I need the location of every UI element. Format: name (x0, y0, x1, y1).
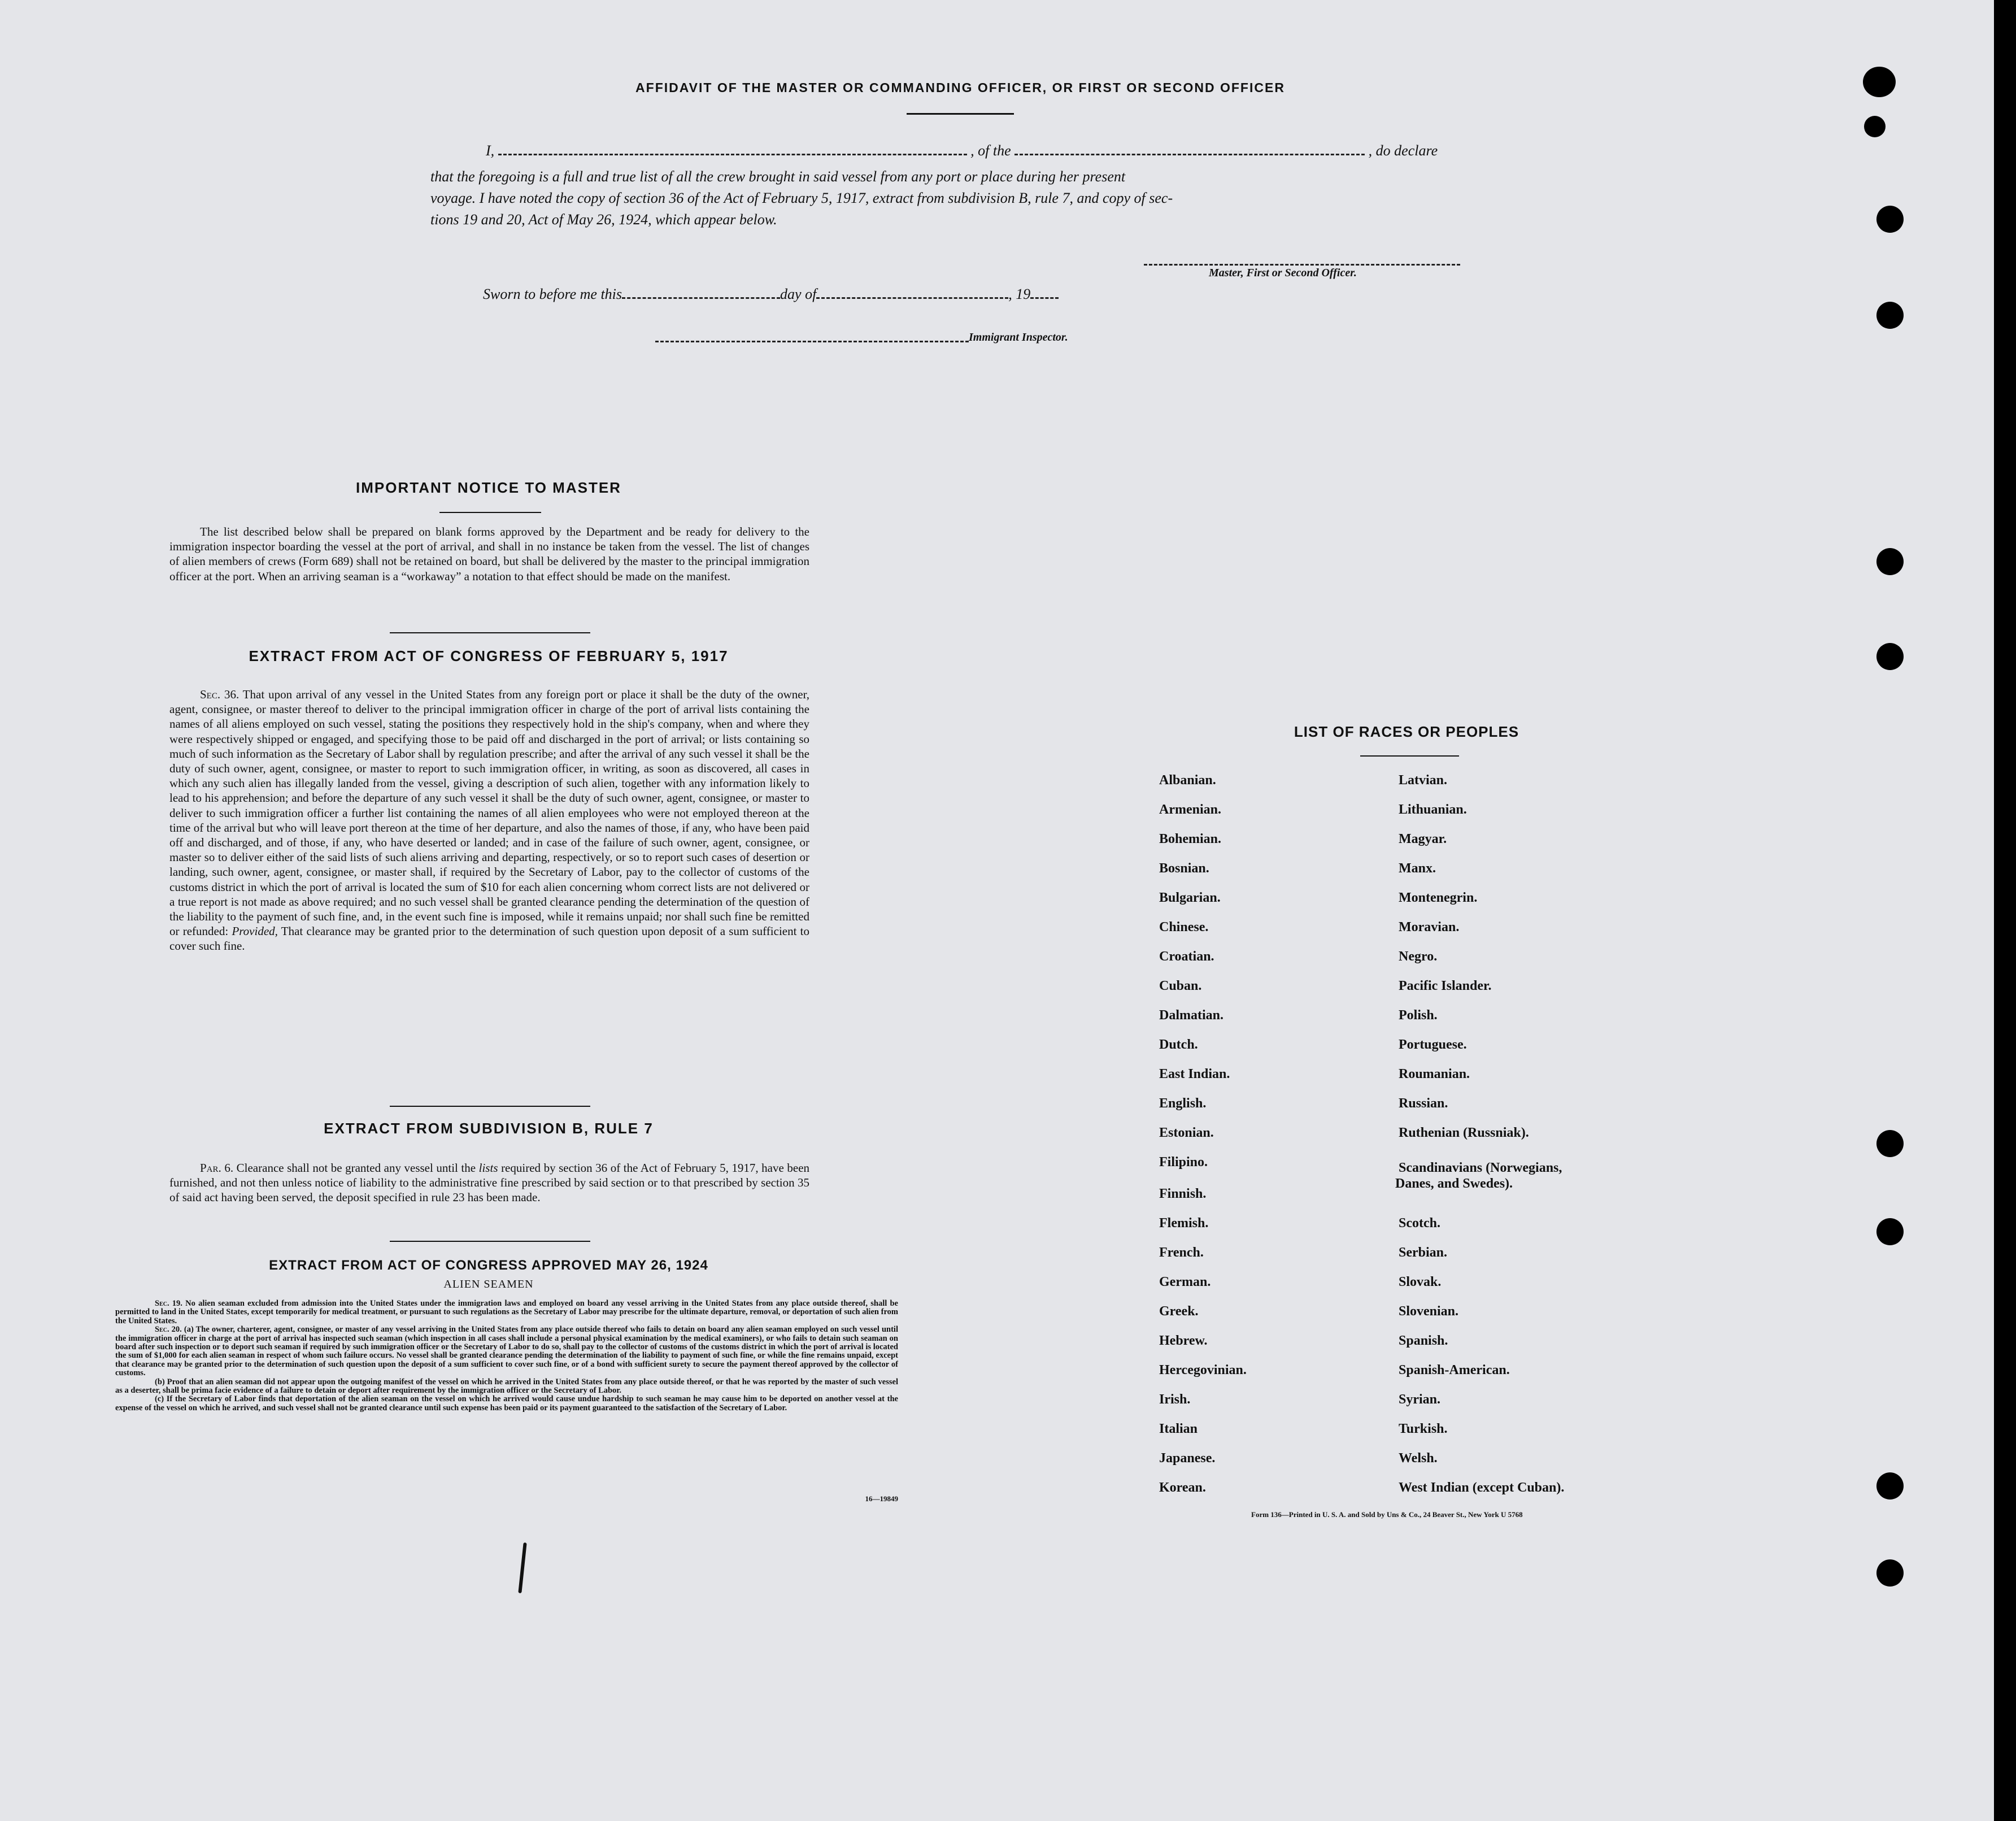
binder-hole (1876, 1472, 1904, 1500)
race-item-right: Russian. (1399, 1096, 1448, 1111)
race-item-right: Spanish-American. (1399, 1363, 1510, 1377)
inspector-signature-blank[interactable] (655, 340, 969, 342)
notice-body (169, 524, 809, 584)
sec36-text-part1: That upon arrival of any vessel in the United States from any foreign port or place it shall be the duty of the owner, agent, consignee, or master thereof to deliver to the principal immigration officer in charge of the port of arrival lists containing the names of all aliens employed on such vessel, stating the positions they respectively hold in the ship's company, when and where they were respectively shipped or engaged, and specifying those to be paid off and discharged in the port of arrival; or lists containing so much of such information as the Secretary of Labor shall by regulation prescribe; and after the arrival of any such vessel it shall be the duty of such owner, agent, consignee, or master to report to such immigration officer, in writing, as soon as discovered, all cases in which any such alien has illegally landed from the vessel, giving a description of such alien, together with any information likely to lead to his apprehension; and before the departure of any such vessel it shall be the duty of such owner, agent, consignee, or master to deliver to such immigration officer a further list containing the names of all alien employees who were not employed thereon at the time of the arrival but who will leave port thereon at the time of her departure, and also the names of those, if any, who have been paid off and discharged, and of those, if any, who have deserted or landed; and in case of the failure of such owner, agent, consignee, or master so to deliver either of the said lists of such aliens arriving and departing, respectively, or so to report such cases of desertion or landing, such owner, agent, consignee, or master shall, if required by the Secretary of Labor, pay to the collector of customs of the customs district in which the port of arrival is located the sum of $10 for each alien concerning whom correct lists are not delivered or a true report is not made as above required; and no such vessel shall be granted clearance pending the determination of the question of the liability to the payment of such fine, and, in the event such fine is imposed, while it remains unpaid; nor shall such fine be remitted or refunded: (169, 688, 809, 938)
name-blank[interactable] (498, 153, 967, 155)
race-item-right: Negro. (1399, 949, 1438, 964)
race-item-right: Pacific Islander. (1399, 979, 1492, 993)
print-code: 16—19849 (865, 1494, 898, 1503)
sec36-label: Sec. 36. (200, 688, 240, 701)
race-item-right: Slovak. (1399, 1275, 1442, 1289)
declaration-line-3: tions 19 and 20, Act of May 26, 1924, which appear below. (430, 211, 777, 228)
affidavit-title: AFFIDAVIT OF THE MASTER OR COMMANDING OFFICER, OR FIRST OR SECOND OFFICER (635, 80, 1285, 95)
par6-label: Par. 6. (200, 1161, 234, 1175)
of-the-label: , of the (970, 142, 1011, 159)
do-declare-label: , do declare (1368, 142, 1438, 159)
form-footer: Form 136—Printed in U. S. A. and Sold by Uns & Co., 24 Beaver St., New York U 5768 (1251, 1510, 1523, 1519)
race-item-right: Danes, and Swedes). (1395, 1176, 1513, 1191)
race-item-right: Lithuanian. (1399, 802, 1467, 817)
race-item-left: Greek. (1159, 1304, 1199, 1319)
race-item-left: Hercegovinian. (1159, 1363, 1247, 1377)
provided-label: Provided, (232, 924, 278, 938)
race-item-left: Dutch. (1159, 1037, 1198, 1052)
race-item-left: Italian (1159, 1422, 1198, 1436)
binder-hole (1876, 206, 1904, 233)
notice-body-text: The list described below shall be prepared on blank forms approved by the Department and be ready for delivery to the immigration inspector boarding the vessel at the port of arrival, and shall in no instance be taken from the vessel. The list of changes of alien members of crews (Form 689) shall not be retained on board, but shall be delivered by the master to the principal immigration officer at the port. When an arriving seaman is a “workaway” a notation to that effect should be made on the manifest. (169, 525, 809, 583)
sec19-label: Sec. 19. (155, 1299, 182, 1308)
year-label: , 19 (1008, 286, 1031, 302)
i-label: I, (486, 142, 495, 159)
sec19-paragraph (115, 1300, 898, 1325)
sec19-text: No alien seaman excluded from admission into the United States under the immigration laws and employed on board any vessel arriving in the United States from any place outside thereof, shall be permitted to land in the United States, except temporarily for medical treatment, or pursuant to such regulations as the Secretary of Labor may prescribe for the ultimate departure, removal, or deportation of such alien from the United States. (115, 1299, 898, 1325)
affidavit-declaration-line (486, 142, 1491, 159)
race-item-right: Serbian. (1399, 1245, 1448, 1260)
race-item-left: English. (1159, 1096, 1207, 1111)
sworn-month-blank[interactable] (816, 297, 1008, 299)
sec20b-paragraph (115, 1378, 898, 1396)
race-item-left: Armenian. (1159, 802, 1221, 817)
rule7-title: EXTRACT FROM SUBDIVISION B, RULE 7 (324, 1120, 654, 1137)
extract-1917-end-rule (390, 1106, 590, 1107)
race-item-right: Slovenian. (1399, 1304, 1459, 1319)
race-item-right: Scotch. (1399, 1216, 1440, 1231)
notice-title-rule (439, 512, 541, 513)
race-item-right: Spanish. (1399, 1333, 1448, 1348)
race-item-left: Flemish. (1159, 1216, 1209, 1231)
alien-seamen-subtitle: ALIEN SEAMEN (443, 1278, 534, 1290)
race-item-left: Albanian. (1159, 773, 1216, 788)
inspector-label: Immigrant Inspector. (969, 331, 1068, 344)
pen-mark (518, 1542, 526, 1593)
sec20c-paragraph (115, 1395, 898, 1413)
sec20c-text: (c) If the Secretary of Labor finds that deportation of the alien seaman on the vessel on which he arrived would cause undue hardship to such seaman he may cause him to be deported on another vessel at the expense of the vessel on which he arrived, and such vessel shall not be granted clearance until such expense has been paid or its payment guaranteed to the satisfaction of the Secretary of Labor. (115, 1394, 898, 1413)
master-signature-label: Master, First or Second Officer. (1209, 267, 1357, 279)
race-item-left: Estonian. (1159, 1125, 1214, 1140)
scan-edge (1994, 0, 2016, 1821)
binder-hole (1876, 302, 1904, 329)
race-item-left: French. (1159, 1245, 1204, 1260)
race-item-right: Moravian. (1399, 920, 1460, 935)
race-item-right: Syrian. (1399, 1392, 1441, 1407)
extract-1924-body (115, 1300, 898, 1413)
day-of-label: day of (780, 286, 817, 302)
race-item-right: Portuguese. (1399, 1037, 1467, 1052)
binder-hole (1876, 643, 1904, 670)
race-item-right: Magyar. (1399, 832, 1447, 846)
sworn-year-blank[interactable] (1030, 297, 1059, 299)
race-item-right: Manx. (1399, 861, 1436, 876)
race-item-left: Chinese. (1159, 920, 1209, 935)
race-item-left: Bohemian. (1159, 832, 1222, 846)
race-item-left: Bulgarian. (1159, 890, 1221, 905)
rule7-end-rule (390, 1241, 590, 1242)
race-item-left: Cuban. (1159, 979, 1202, 993)
binder-hole (1876, 548, 1904, 575)
lists-word: lists (478, 1161, 498, 1175)
declaration-line-2: voyage. I have noted the copy of section 36 of the Act of February 5, 1917, extract from subdivision B, rule 7, and copy of sec- (430, 190, 1173, 206)
race-item-left: Korean. (1159, 1480, 1206, 1495)
rule7-body (169, 1161, 809, 1205)
binder-hole (1876, 1130, 1904, 1157)
race-item-right: West Indian (except Cuban). (1399, 1480, 1565, 1495)
sec20b-text: (b) Proof that an alien seaman did not appear upon the outgoing manifest of the vessel on which he arrived in the United States from any place outside thereof, or that he was reported by the master of such vessel as a deserter, shall be prima facie evidence of a failure to detain or deport after requirement by the immigration officer or the Secretary of Labor. (115, 1377, 898, 1396)
sec20a-paragraph (115, 1325, 898, 1377)
races-title-rule (1360, 755, 1459, 757)
declaration-line-1: that the foregoing is a full and true list of all the crew brought in said vessel from any port or place during her present (430, 168, 1126, 185)
race-item-left: German. (1159, 1275, 1211, 1289)
race-item-right: Welsh. (1399, 1451, 1438, 1466)
race-item-left: Finnish. (1159, 1187, 1207, 1201)
vessel-blank[interactable] (1014, 153, 1365, 155)
binder-hole (1876, 1218, 1904, 1245)
race-item-right: Montenegrin. (1399, 890, 1478, 905)
sworn-label: Sworn to before me this (483, 286, 622, 302)
race-item-left: Bosnian. (1159, 861, 1209, 876)
race-item-left: Filipino. (1159, 1155, 1208, 1170)
notice-end-rule (390, 632, 590, 633)
race-item-right: Roumanian. (1399, 1067, 1470, 1081)
race-item-left: Croatian. (1159, 949, 1214, 964)
race-item-left: Hebrew. (1159, 1333, 1208, 1348)
binder-hole (1876, 1559, 1904, 1587)
race-item-left: East Indian. (1159, 1067, 1230, 1081)
race-item-right: Turkish. (1399, 1422, 1448, 1436)
race-item-right: Ruthenian (Russniak). (1399, 1125, 1529, 1140)
binder-hole (1863, 67, 1896, 97)
sworn-line (483, 286, 1059, 303)
sec20-label: Sec. 20. (155, 1325, 182, 1335)
race-item-right: Latvian. (1399, 773, 1448, 788)
extract-1917-body (169, 687, 809, 954)
race-item-left: Irish. (1159, 1392, 1191, 1407)
sec36-text-part2: That clearance may be granted prior to the determination of such question upon deposit of a sum sufficient to cover such fine. (169, 924, 810, 953)
extract-1924-title: EXTRACT FROM ACT OF CONGRESS APPROVED MAY 26, 1924 (269, 1258, 708, 1273)
race-item-right: Polish. (1399, 1008, 1438, 1023)
notice-title: IMPORTANT NOTICE TO MASTER (356, 479, 621, 496)
race-item-right: Scandinavians (Norwegians, (1399, 1161, 1562, 1175)
races-title: LIST OF RACES OR PEOPLES (1294, 723, 1519, 740)
sworn-day-blank[interactable] (622, 297, 780, 299)
affidavit-title-rule (907, 113, 1014, 115)
master-signature-blank[interactable] (1144, 263, 1460, 266)
binder-hole (1864, 116, 1886, 137)
rule7-text-part1: Clearance shall not be granted any vessel until the (236, 1161, 476, 1175)
rule7-text-part2: required by section 36 of the Act of February 5, 1917, have been furnished, and not then unless notice of liability to the administrative fine prescribed by said section or to that prescribed by section 35 of said act having been served, the deposit specified in rule 23 has been made. (169, 1161, 810, 1205)
extract-1917-title: EXTRACT FROM ACT OF CONGRESS OF FEBRUARY 5, 1917 (249, 647, 729, 664)
sec20a-text: (a) The owner, charterer, agent, consignee, or master of any vessel arriving in the United States from any place outside thereof who fails to detain on board any alien seaman employed on such vessel until the immigration officer in charge at the port of arrival has inspected such seaman (which inspection in all cases shall include a personal physical examination by the medical examiners), or who fails to detain such seaman on board after such inspection or to deport such seaman if required by such immigration officer or the Secretary of Labor to do so, shall pay to the collector of customs of the customs district in which the port of arrival is located the sum of $1,000 for each alien seaman in respect of whom such failure occurs. No vessel shall be granted clearance pending the determination of the liability to payment of such fine, or while the fine remains unpaid, except that clearance may be granted prior to the determination of such question upon the deposit of a sum sufficient to cover such fine, or of a bond with sufficient surety to secure the payment thereof approved by the collector of customs. (115, 1325, 898, 1378)
race-item-left: Japanese. (1159, 1451, 1216, 1466)
race-item-left: Dalmatian. (1159, 1008, 1223, 1023)
